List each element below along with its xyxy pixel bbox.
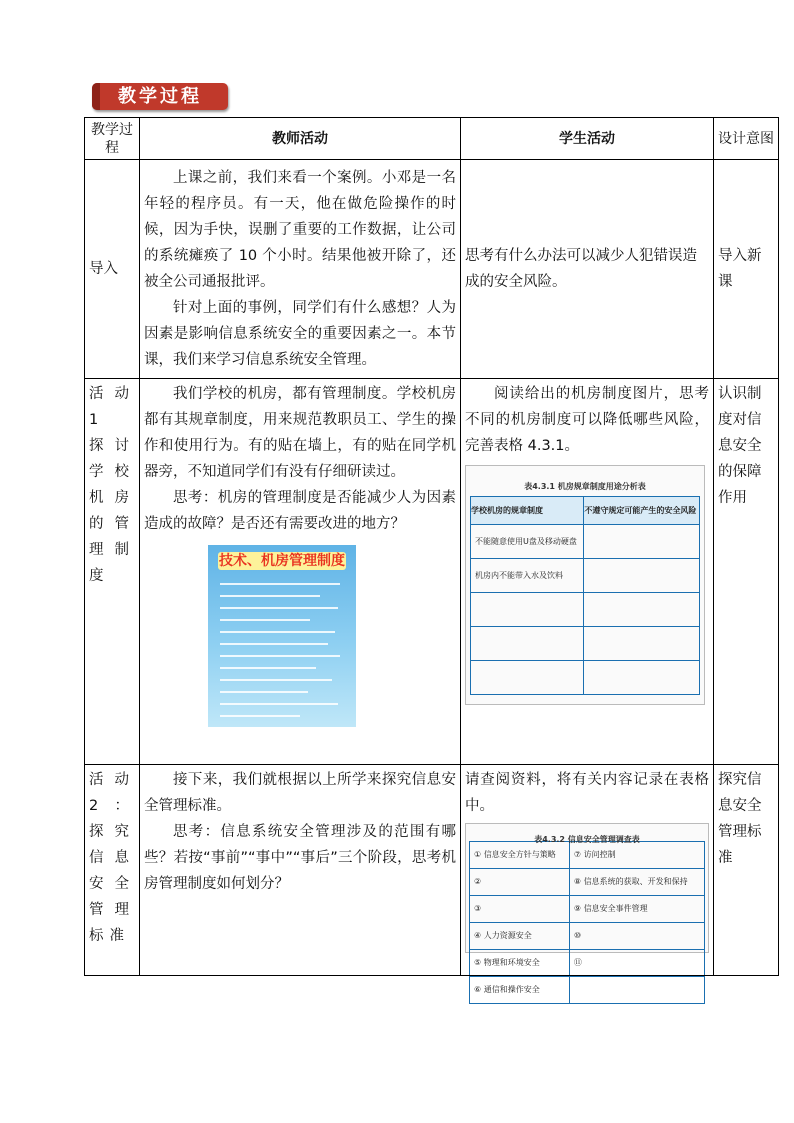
student-paragraph: 请查阅资料，将有关内容记录在表格中。 (465, 772, 709, 814)
teacher-paragraph: 思考：机房的管理制度是否能减少人为因素造成的故障？是否还有需要改进的地方？ (144, 490, 456, 532)
table-4-3-2-cell: ④ 人力资源安全 (470, 923, 570, 950)
table-4-3-2-cell: ⑥ 通信和操作安全 (470, 977, 570, 1004)
table-4-3-1 (470, 496, 700, 695)
table-4-3-2-cell (569, 977, 704, 1004)
student-paragraph: 阅读给出的机房制度图片，思考不同的机房制度可以降低哪些风险，完善表格 4.3.1。 (465, 386, 709, 454)
table-row (85, 160, 779, 379)
table-row (85, 379, 779, 765)
table-4-3-1-cell (471, 661, 584, 695)
table-4-3-2-image (465, 823, 709, 994)
design-cell: 认识制度对信息安全的保障作用 (714, 379, 779, 765)
table-4-3-1-cell (584, 593, 700, 627)
table-4-3-2-cell: ⑤ 物理和环境安全 (470, 950, 570, 977)
student-cell (461, 379, 714, 765)
stage-cell: 活动2：探究信息安全管理标准 (85, 765, 140, 976)
table-4-3-1-cell (584, 559, 700, 593)
table-4-3-1-cell (584, 627, 700, 661)
teacher-cell (140, 160, 461, 379)
student-cell: 思考有什么办法可以减少人犯错误造成的安全风险。 (461, 160, 714, 379)
table-4-3-2-cell: ⑪ (569, 950, 704, 977)
table-4-3-1-head: 不遵守规定可能产生的安全风险 (584, 497, 700, 525)
table-4-3-1-title: 表4.3.1 机房规章制度用途分析表 (524, 482, 646, 491)
table-4-3-1-cell: 不能随意使用U盘及移动硬盘 (471, 525, 584, 559)
teacher-cell (140, 765, 461, 976)
table-4-3-2-cell: ② (470, 869, 570, 896)
stage-cell: 活动1 探讨学校机房的管理制度 (85, 379, 140, 765)
design-cell: 导入新课 (714, 160, 779, 379)
rules-poster-image (208, 545, 356, 727)
teacher-paragraph: 针对上面的事例，同学们有什么感想？人为因素是影响信息系统安全的重要因素之一。本节课，我们来学习信息系统安全管理。 (144, 300, 456, 368)
student-cell (461, 765, 714, 994)
table-4-3-1-cell (471, 593, 584, 627)
table-4-3-2-cell: ③ (470, 896, 570, 923)
teacher-paragraph: 上课之前，我们来看一个案例。小邓是一名年轻的程序员。有一天，他在做危险操作的时候，因为手快，误删了重要的工作数据，让公司的系统瘫痪了 10 个小时。结果他被开除了，还被全公司通报批评。 (144, 170, 456, 290)
table-header-row (85, 118, 779, 160)
header-student: 学生活动 (461, 118, 714, 160)
table-4-3-2-cell: ⑦ 访问控制 (569, 842, 704, 869)
table-4-3-2-cell: ⑨ 信息安全事件管理 (569, 896, 704, 923)
table-4-3-1-head: 学校机房的规章制度 (471, 497, 584, 525)
teacher-paragraph: 接下来，我们就根据以上所学来探究信息安全管理标准。 (144, 772, 456, 814)
table-4-3-2-cell: ⑧ 信息系统的获取、开发和保持 (569, 869, 704, 896)
header-teacher: 教师活动 (140, 118, 461, 160)
header-design: 设计意图 (714, 118, 779, 160)
design-cell: 探究信息安全管理标准 (714, 765, 779, 976)
table-4-3-2-title: 表4.3.2 信息安全管理调查表 (534, 835, 640, 844)
teacher-paragraph: 思考：信息系统安全管理涉及的范围有哪些？若按“事前”“事中”“事后”三个阶段，思考机房管理制度如何划分？ (144, 824, 456, 892)
lesson-table (84, 117, 779, 994)
header-stage: 教学过程 (85, 118, 140, 160)
table-4-3-1-cell (584, 661, 700, 695)
table-4-3-2-cell: ① 信息安全方针与策略 (470, 842, 570, 869)
section-title: 教学过程 (118, 86, 202, 107)
teacher-cell (140, 379, 461, 765)
section-banner (92, 83, 228, 110)
table-4-3-2 (469, 841, 705, 1004)
poster-title: 技术、机房管理制度 (219, 553, 345, 569)
stage-cell: 导入 (85, 160, 140, 379)
table-4-3-1-cell (584, 525, 700, 559)
table-4-3-1-image (465, 465, 705, 705)
teacher-paragraph: 我们学校的机房，都有管理制度。学校机房都有其规章制度，用来规范教职员工、学生的操作和使用行为。有的贴在墙上，有的贴在同学机器旁，不知道同学们有没有仔细研读过。 (144, 386, 456, 480)
table-4-3-1-cell: 机房内不能带入水及饮料 (471, 559, 584, 593)
table-row (85, 765, 779, 976)
table-4-3-2-cell: ⑩ (569, 923, 704, 950)
table-4-3-1-cell (471, 627, 584, 661)
